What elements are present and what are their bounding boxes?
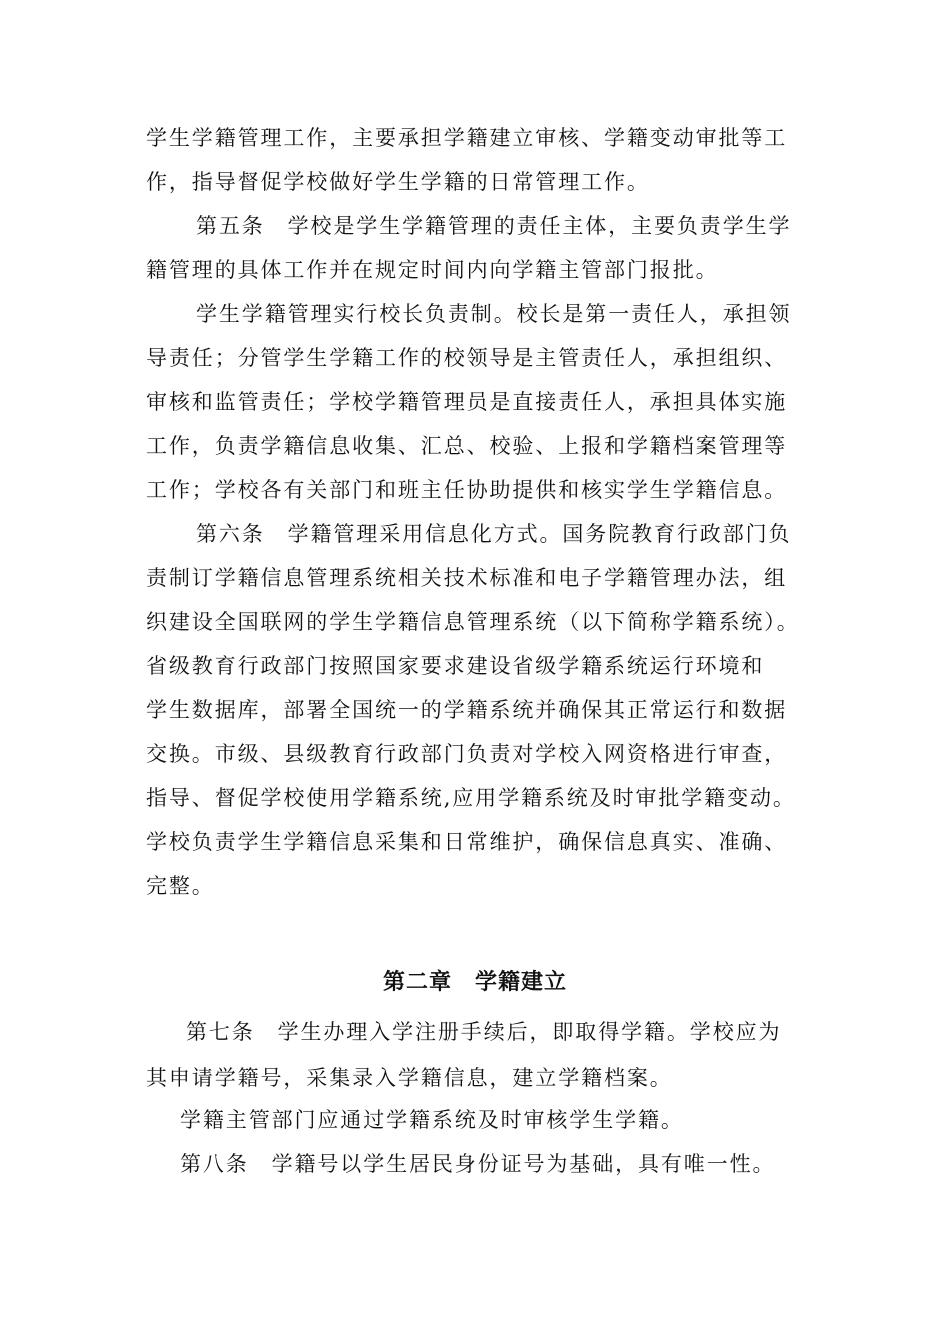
paragraph-line: 审核和监管责任；学校学籍管理员是直接责任人，承担具体实施 bbox=[146, 390, 788, 414]
paragraph-line: 工作；学校各有关部门和班主任协助提供和核实学生学籍信息。 bbox=[146, 478, 788, 502]
chapter-heading: 第二章 学籍建立 bbox=[382, 970, 567, 995]
paragraph-line: 工作，负责学籍信息收集、汇总、校验、上报和学籍档案管理等 bbox=[146, 434, 788, 458]
paragraph-line: 籍管理的具体工作并在规定时间内向学籍主管部门报批。 bbox=[146, 258, 719, 282]
article-5-line: 第五条 学校是学生学籍管理的责任主体，主要负责学生学 bbox=[196, 214, 792, 238]
paragraph-line: 作，指导督促学校做好学生学籍的日常管理工作。 bbox=[146, 170, 650, 194]
paragraph-line: 交换。市级、县级教育行政部门负责对学校入网资格进行审查， bbox=[146, 742, 788, 766]
article-7-line: 第七条 学生办理入学注册手续后，即取得学籍。学校应为 bbox=[186, 1020, 782, 1044]
paragraph-line: 省级教育行政部门按照国家要求建设省级学籍系统运行环境和 bbox=[146, 654, 765, 678]
paragraph-line: 学生学籍管理实行校长负责制。校长是第一责任人，承担领 bbox=[196, 302, 792, 326]
paragraph-line: 指导、督促学校使用学籍系统,应用学籍系统及时审批学籍变动。 bbox=[146, 786, 796, 810]
article-6-line: 第六条 学籍管理采用信息化方式。国务院教育行政部门负 bbox=[196, 522, 792, 546]
paragraph-line: 织建设全国联网的学生学籍信息管理系统（以下简称学籍系统）。 bbox=[146, 610, 800, 634]
paragraph-line: 完整。 bbox=[146, 874, 215, 898]
paragraph-line: 学籍主管部门应通过学籍系统及时审核学生学籍。 bbox=[180, 1108, 684, 1132]
paragraph-line: 责制订学籍信息管理系统相关技术标准和电子学籍管理办法，组 bbox=[146, 566, 788, 590]
paragraph-line: 学生数据库，部署全国统一的学籍系统并确保其正常运行和数据 bbox=[146, 698, 788, 722]
article-8-line: 第八条 学籍号以学生居民身份证号为基础，具有唯一性。 bbox=[180, 1152, 776, 1176]
paragraph-line: 学生学籍管理工作，主要承担学籍建立审核、学籍变动审批等工 bbox=[146, 126, 788, 150]
paragraph-line: 其申请学籍号，采集录入学籍信息，建立学籍档案。 bbox=[146, 1066, 673, 1090]
paragraph-line: 导责任；分管学生学籍工作的校领导是主管责任人，承担组织、 bbox=[146, 346, 788, 370]
paragraph-line: 学校负责学生学籍信息采集和日常维护，确保信息真实、准确、 bbox=[146, 830, 788, 854]
